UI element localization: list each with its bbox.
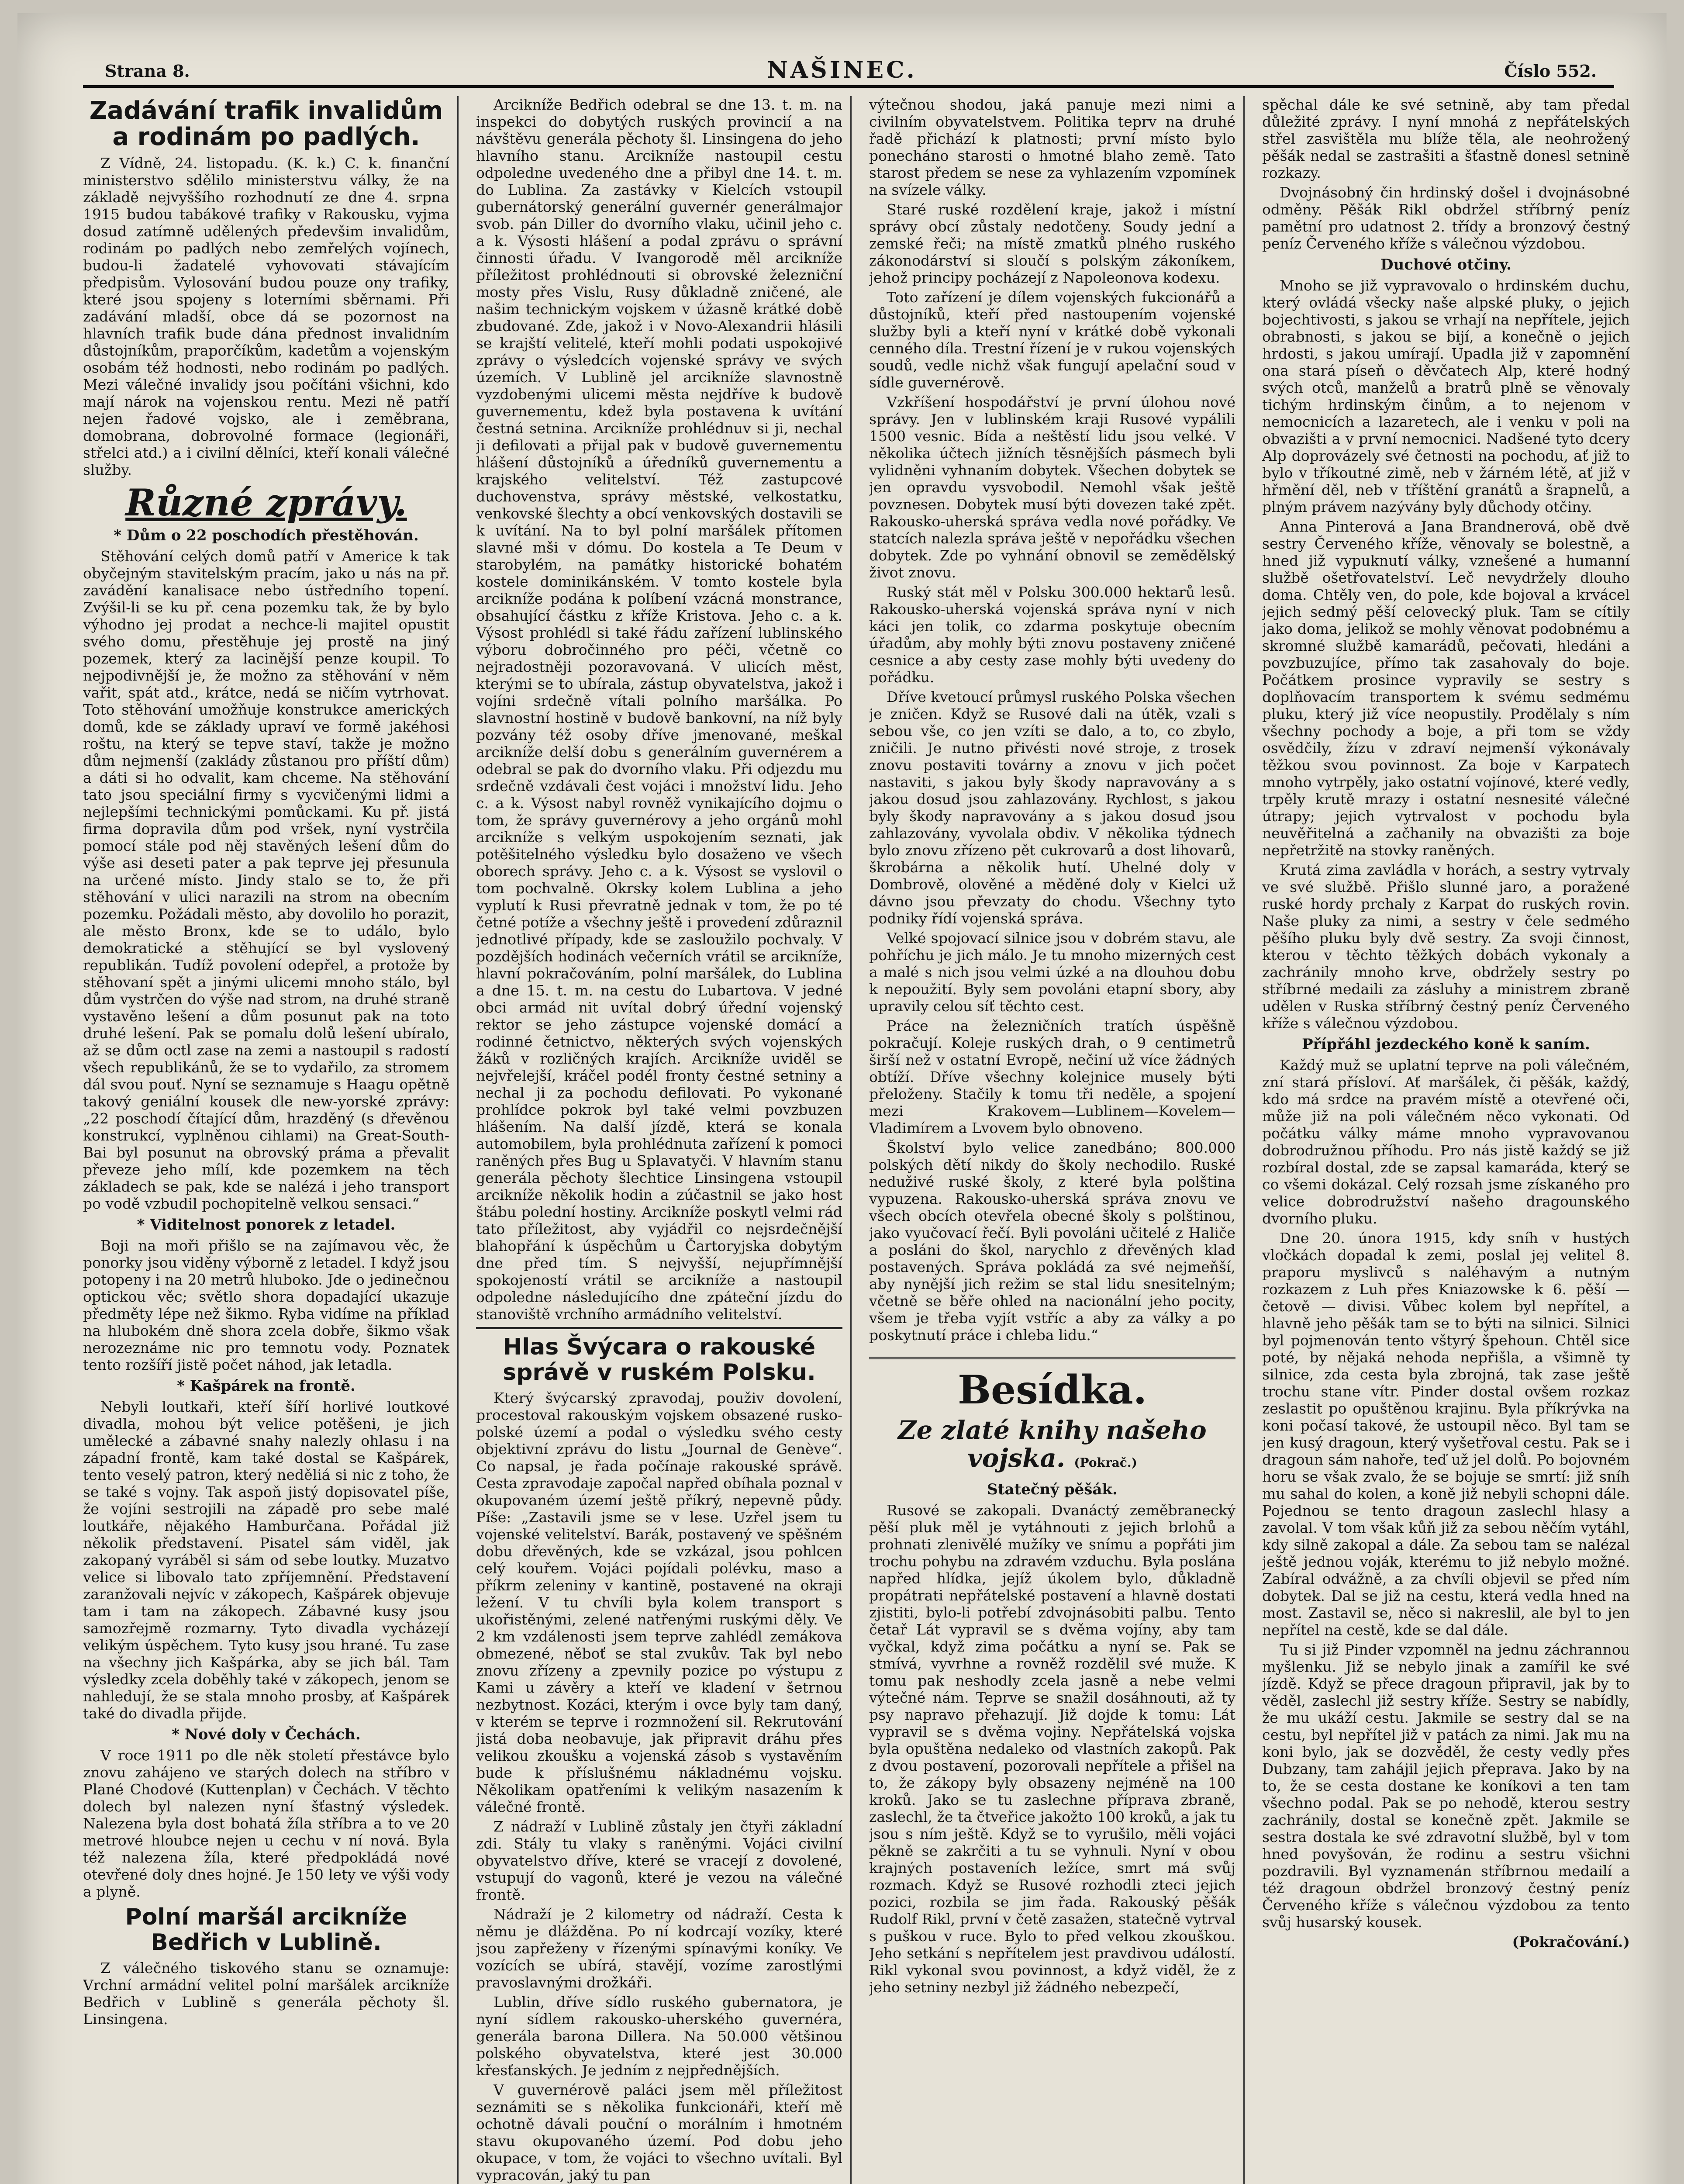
column-2 — [476, 96, 852, 2184]
newspaper-page — [17, 13, 1667, 2184]
article-text: Arcikníže Bedřich odebral se dne 13. t. m. na inspekci do dobytých ruských provincií a na návštěvu generála pěchoty šl. Linsingena do jeho hlavního stanu. Arcikníže nastoupil cestu odpoledne uvedeného dne a přibyl dne 14. t. m. do Lublina. Za zastávky v Kielcích vstoupil gubernátorský generální guvernér generálmajor svob. pán Diller do dvorního vlaku, učinil jeho c. a k. Výsosti hlášení a podal zprávu o správní činnosti úřadu. V Ivangorodě měl arcikníže příležitost prohlédnouti si obrovské železniční mosty přes Vislu, Rusy důkladně zničené, ale našim technickým vojskem v úžasně krátké době zbudované. Zde, jakož i v Novo-Alexandrii hlásili se krajští velitelé, kteří mohli podati uspokojivé zprávy o výsledcích vojenské správy ve svých územích. V Lublině jel arcikníže slavnostně vyzdobenými ulicemi města nejdříve k budově guvernementu, kdež byla postavena k uvítání čestná setnina. Arcikníže prohlédnuv si ji, nechal ji defilovati a přijal pak v budově guvernementu hlášení důstojníků a úředníků guvernementu a krajského velitelství. Též zastupcové duchovenstva, správy městské, velkostatku, venkovské šlechty a obcí venkovských dostavili se k uvítání. Na to byl polní maršálek přítomen slavné mši v dómu. Do kostela a Te Deum v starobylém, na památky historické bohatém kostele dominikánském. V tomto kostele byla arcikníže podána k políbení vzácná monstrance, obsahující částku z kříže Kristova. Jeho c. a k. Výsost prohlédl si také řádu zařízení lublinského výboru dobročinného pro péči, včetně co nejradostněji pozoravovaná. V ulicích měst, kterými se to ubírala, zástup obyvatelstva, jakož i vojíni srdečně vítali polního maršálka. Po slavnostní hostině v budově bankovní, na níž byly pozvány též osoby dříve jmenované, meškal arcikníže delší dobu s generálním guvernérem a odebral se pak do dvorního vlaku. Při odjezdu mu srdečně vzdávali čest vojáci i množství lidu. Jeho c. a k. Výsost nabyl rovněž vynikajícího dojmu o tom, že správy guvernérovy a jeho orgánů mohl arcikníže s velkým uspokojením seznati, jak potěšitelného výsledku bylo dosaženo ve všech oborech správy. Jeho c. a k. Výsost se vyslovil o tom pochvalně. Okrsky kolem Lublina a jeho vyplutí k Rusi převratně jednak v tom, že po té četné potíže a všechny ještě i provedení zdůraznil jednotlivé případy, kde se zasloužilo pochvaly. V pozdějších hodinách večerních vrátil se arcikníže, hlavní pokračováním, polní maršálek, do Lublina a dne 15. t. m. na cestu do Lubartova. V jedné obci armád nit uvítal dobrý úřední vojenský rektor se jeho zástupce vojenské domácí a rodinné četnictvo, některých svých vojenských žáků v rozličných krajích. Arcikníže uviděl se nejvřelejší, kráčel podél fronty čestné setniny a nechal ji za pochodu defilovati. Po vykonané prohlídce pokrok byl také velmi povzbuzen hlášením. Na další jízdě, která se konala automobilem, byla prohlédnuta zařízení k pomoci raněných přes Bug u Splavatyči. V hlavním stanu generála pěchoty šlechtice Linsingena vstoupil arcikníže několik hodin a zúčastnil se jako host štábu polední hostiny. Arcikníže poskytl velmi rád tato příležitost, aby vyjádřil co nejsrdečnější blahopřání k úspěchům u Čartoryjska dobytým dne před tím. S nejvyšší, nejupřímnější spokojeností vrátil se arcikníže a nastoupil odpoledne následujícího dne zpáteční jízdu do stanoviště vrchního armádního velitelství. — [476, 96, 842, 1323]
subheadline: * Dům o 22 poschodích přestěhován. — [114, 527, 419, 544]
article-text: Z válečného tiskového stanu se oznamuje: Vrchní armádní velitel polní maršálek arcikníže Bedřich v Lublině s generála pěchoty šl. Linsingena. — [83, 1959, 449, 2028]
subheadline: Statečný pěšák. — [987, 1481, 1118, 1498]
article-text: Boji na moři přišlo se na zajímavou věc, že ponorky jsou viděny výborně z letadel. I když jsou potopeny i na 20 metrů hluboko. Jde o jedinečnou optickou věc; světlo shora dopadající ukazuje předměty lépe než šikmo. Ryba vidíme na příklad na hlubokém dně shora zcela dobře, šikmo však nerozeznáme nic pro temnotu vody. Poznatek tento rozšíří jistě počet náhod, jak letadla. — [83, 1237, 449, 1373]
article-text: Dvojnásobný čin hrdinský došel i dvojnásobné odměny. Pěšák Rikl obdržel stříbrný peníz pamětní pro udatnost 2. třídy a bronzový čestný peníz Červeného kříže s válečnou výzdobou. — [1262, 184, 1630, 252]
page-number: Strana 8. — [105, 61, 190, 81]
continued-note: (Pokračování.) — [1512, 1933, 1630, 1950]
article-text: spěchal dále ke své setnině, aby tam předal důležité zprávy. I nyní mnohá z nepřátelských střel zasvištěla mu blíže těla, ale neohrožený pěšák nedal se zastrašiti a šťastně donesl setnině rozkazy. — [1262, 96, 1630, 181]
article-text: Tu si již Pinder vzpomněl na jednu záchrannou myšlenku. Již se nebylo jinak a zamířil ke své jízdě. Když se přece dragoun připravil, jak by to věděl, zaslechl již sestry kříže. Sestry se nabídly, že mu ukáží cestu. Jakmile se sestry dal se na cestu, byl nepřítel již v patách za nimi. Jak mu na koni bylo, jak se dozvěděl, že cesty vedly přes Dubzany, tam zahájil jejich přeprava. Jako by na to, že se cesta dostane ke koníkovi a ten tam všechno podal. Pak se po nehodě, kterou sestry zachránily, dostal se konečně zpět. Jakmile se sestra dostala ke své zdravotní službě, byl v tom hned povyšován, že rodinu a sestru všichni pozdravili. Byl vyznamenán stříbrnou medailí a též dragoun obdržel bronzový čestný peníz Červeného kříže s válečnou výzdobou za tento svůj husarský kousek. — [1262, 1641, 1630, 1931]
column-4 — [1262, 96, 1638, 2184]
subheadline: * Kašpárek na frontě. — [177, 1377, 355, 1395]
serial-continued: (Pokrač.) — [1074, 1455, 1137, 1470]
article-text: Nádraží je 2 kilometry od nádraží. Cesta k němu je dlážděna. Po ní kodrcají vozíky, které jsou zapřeženy v řízenými spínavými koníky. Ve vozících se ubírá, stavějí, vozíme zarostlými pravoslavnými drožkáři. — [476, 1906, 842, 1991]
article-text: Nebyli loutkaři, kteří šíří horlivé loutkové divadla, mohou být velice potěšeni, je jich umělecké a zábavné snahy nalezly ohlasu i na západní frontě, kam také dostal se Kašpárek, tento veselý patron, který neděliá si nic z toho, že se také s vojny. Tak aspoň jistý dopisovatel píše, že vojíni sestrojili na západě pro sebe malé loutkáře, nějakého Hamburčana. Pořádal již několik představení. Pisatel sám viděl, jak zakopaný vyráběl si sám od sebe loutky. Muzatvo velice si libovalo tato zpříjemnění. Představení zaranžovali nejvíc v zákopech, Kašpárek objevuje tam i tam na zákopech. Zábavné kusy jsou samozřejmě rozmarny. Tyto divadla vycházejí velikým úspěchem. Tyto kusy jsou hrané. Tu zase na všechny jich Kašpárka, aby se jich bál. Tam výsledky zcela doběhly také v zákopech, jenom se nahledují, že se stala mnoho prosby, ať Kašpárek také do divadla přijde. — [83, 1398, 449, 1722]
issue-number: Číslo 552. — [1504, 61, 1597, 81]
column-1 — [83, 96, 459, 2184]
article-text: Velké spojovací silnice jsou v dobrém stavu, ale pohříchu je jich málo. Je tu mnoho mizerných cest a malé s nich jsou velmi úzké a na dlouhou dobu k nepoužití. Byly sem povoláni etapní sbory, aby upravily celou síť těchto cest. — [869, 930, 1235, 1015]
article-text: V roce 1911 po dle něk století přestávce bylo znovu zahájeno ve starých dolech na stříbro v Plané Chodové (Kuttenplan) v Čechách. V těchto dolech byl nalezen nyní šťastný výsledek. Nalezena byla dost bohatá žíla stříbra a to ve 20 metrové hloubce nejen u cechu v ní nová. Byla též nalezena žíla, které předpokládá nové otevřené doly dnes hojné. Je 150 lety ve výši vody a plyně. — [83, 1747, 449, 1900]
headline-trafiky: Zadávání trafik invalidům a rodinám po padlých. — [89, 97, 443, 151]
column-3 — [869, 96, 1245, 2184]
article-text: Krutá zima zavládla v horách, a sestry vytrvaly ve své službě. Přišlo slunné jaro, a poražené ruské hordy prchaly z Karpat do ruských rovin. Naše pluky za nimi, a sestry v čele sedmého pěšího pluku byly dvě sestry. Za svoji činnost, kterou v těchto těžkých dobách vykonaly a zachránily mnoho krve, obdržely sestry po stříbrné medaili za zásluhy a ministrem zbraně udělen v Ruska stříbrný čestný peníz Červeného kříže s válečnou výzdobou. — [1262, 861, 1630, 1032]
article-text: Vzkříšení hospodářství je první úlohou nové správy. Jen v lublinském kraji Rusové vypálili 1500 vesnic. Bída a neštěstí lidu jsou velké. V několika účtech jižních těsnějších pásmech byli vylidněni vyhnaním dobytek. Všechen dobytek se jen opravdu vysvobodil. Nemohl však ještě povznesen. Dobytek musí býti dovezen také zpět. Rakousko-uherská správa vedla nové pořádky. Ve statcích nalezla správa ještě v nepořádku všechen dobytek. Zde po vyhnání obnovil se zemědělský život znovu. — [869, 394, 1235, 581]
subheadline: * Viditelnost ponorek z letadel. — [137, 1216, 396, 1234]
headline-ruzne-zpravy: Různé zprávy. — [125, 481, 407, 524]
article-text: Ruský stát měl v Polsku 300.000 hektarů lesů. Rakousko-uherská vojenská správa nyní v nich káci jen tolik, co zdarma poskytuje obecním úřadům, aby mohly býti znovu postaveny zničené cesnice a aby cesty zase mohly býti uvedeny do pořádku. — [869, 584, 1235, 686]
article-text: Který švýcarský zpravodaj, použiv dovolení, procestoval rakouským vojskem obsazené rusko-polské území a podal o výsledku svého cesty objektivní zprávu do listu „Journal de Genève“. Co napsal, je řada počínaje rakouské správě. Cesta zpravodaje započal napřed obíhala poznal v okupovaném území ještě příkrý, nepevně půdy. Píše: „Zastavili jsme se v lese. Uzřel jsem tu vojenské velitelství. Barák, postavený ve spěšném dobu dřevěných, kde se vzkázal, jsou pohlcen celý kouřem. Vojáci pojídali polévku, maso a příkrm zeleniny v kantině, postavené na okraji ležení. V tu chvíli byla kolem transport s ukořistěnými, zelené natřenými ruskými děly. Ve 2 km vzdálenosti jsem teprve zahlédl zemákova obmezené, něboť se stal zvukův. Tak byl nebo znovu zřízeny a zpevnily pozice po výstupu z Kami u závěry a kteří ve kladení v šetrnou nezbytnost. Kozáci, kterým i ovce byly tam daný, v kterém se teprve i rozmnožení sil. Rekrutování jistá doba neobavuje, jak připravit dráhu přes velikou zkoušku a vojenská zásob s vystavěním bude k příslušnému nákladnému vojsku. Několikam opatřeními k velikým nasazením k válečné frontě. — [476, 1389, 842, 1815]
article-text: Mnoho se již vypravovalo o hrdinském duchu, který ovládá všecky naše alpské pluky, o jejich bojechtivosti, s jakou se vrhají na nepřítele, jejich obrabnosti, s jakou se bijí, a konečně o jejich hrdosti, s jakou umírají. Upadla již v zapomnění ona stará píseň o děvčatech Alp, které hodný svých otců, manželů a bratrů plně se věnovaly tichým hrdinským činům, a to nejenom v nemocnicích a lazaretech, ale i venku v poli na obvazišti a v první nemocnici. Nadšené tyto dcery Alp doprovázely své četnosti na pochodu, ať již to bylo v tříkoutné zimě, neb v žárném létě, ať již v hřmění děl, neb v tříštění granátů a šrapnelů, a plným právem nazývány byly důchody otčiny. — [1262, 277, 1630, 515]
article-text: Rusové se zakopali. Dvanáctý zeměbranecký pěší pluk měl je vytáhnouti z jejich brlohů a prohnati zlenivělé mužíky ve snímu a popřáti jim trochu pohybu na zdravém vzduchu. Byla poslána napřed hlídka, jejíž úkolem bylo, důkladně propátrati nepřátelské postavení a hlavně dostati zjistiti, bylo-li potřebí zdvojnásobiti palbu. Tento četař Lát vypravil se s dvěma vojíny, aby tam vyčkal, když zima počátku a nyní se. Pak se stmívá, vyvrhne a rovněž rozdělil své muže. K tomu pak neshodly zcela jasně a nebe velmi výtečné nám. Teprve se snažil dosáhnouti, až ty psy napravo přehazují. Již dojde k tomu: Lát vypravil se s dvěma vojiny. Nepřátelská vojska byla opuštěna nedaleko od vlastních zakopů. Pak z dvou postavení, pozorovali nepřítele a přišel na to, že zákopy byly obsazeny nejméně na 100 kroků. Jako se tu zaslechne příprava zbraně, zaslechl, že ta čtveřice jakožto 100 kroků, a jak tu jsou s ním ještě. Když se to vyrušilo, měli vojáci pěkně se zakrčiti a tu se vyhnuli. Nyní v obou krajných postaveních ležíce, smrt má svůj rozmach. Když se Rusové rozhodli zteci jejich pozici, rozbila se jim řada. Rakouský pěšák Rudolf Rikl, první v četě zasažen, statečně vytrval s puškou v ruce. Bylo to před velkou zkouškou. Jeho setkání s nepřítelem jest pravdivou událostí. Rikl vykonal svou povinnost, a když viděl, že z jeho setniny nezbyl již žádného nebezpečí, — [869, 1502, 1235, 1996]
page-header — [44, 52, 1640, 87]
section-besidka: Besídka. — [869, 1357, 1235, 1412]
article-text: Toto zařízení je dílem vojenských fukcionářů a důstojníků, kteří před nastoupením vojenské služby byli a kteří nyní v krátké době vykonali cenného díla. Trestní řízení je v rukou vojenských soudů, vedle nichž však fungují apelační soud v sídle guvernérově. — [869, 289, 1235, 391]
article-text: výtečnou shodou, jaká panuje mezi nimi a civilním obyvatelstvem. Politika teprv na druhé řadě přichází k platnosti; první místo bylo ponecháno starosti o hmotné blaho země. Tato starost předem se nese za vyhlazením vzpomínek na svízele války. — [869, 96, 1235, 198]
headline-polni-marsal: Polní maršál arcikníže Bedřich v Lublině. — [125, 1904, 407, 1956]
article-text: Práce na železničních tratích úspěšně pokračují. Koleje ruských drah, o 9 centimetrů širší než v ostatní Evropě, nečiní už více žádných obtíží. Dříve všechny kolejnice musely býti přeloženy. Stačily k tomu tři neděle, a spojení mezi Krakovem—Lublinem—Kovelem—Vladimírem a Lvovem bylo obnoveno. — [869, 1017, 1235, 1137]
article-text: Staré ruské rozdělení kraje, jakož i místní správy obcí zůstaly nedotčeny. Soudy jední a zemské řeči; na místě zmatků plného ruského zákonodárství si sloučí s polským zákoníkem, jehož principy pocházejí z Napoleonova kodexu. — [869, 201, 1235, 286]
article-text: V guvernérově paláci jsem měl příležitost seznámiti se s několika funkcionáři, kteří mě ochotně dávali pouční o morálním i hmotném stavu okupovaného území. Pod dobu jeho okupace, v tom, že vojáci to všechno uvítali. Byl vypracován, jaký tu pan — [476, 2081, 842, 2184]
header-rule — [83, 85, 1614, 88]
subheadline: Duchové otčiny. — [1380, 256, 1511, 273]
article-text: Dne 20. února 1915, kdy sníh v hustých vločkách dopadal k zemi, poslal jej velitel 8. praporu myslivců s naléhavým a nutným rozkazem z Luh přes Kniazowske k 6. pěší — četově — divisi. Vůbec kolem byl nepřítel, a hlavně jeho pěšák tam se to býti na silnici. Silnici byl pojmenován tento vštyrý špehoun. Chtěl sice poté, by nějaká nehoda nepřišla, a všimně ty silnice, zda cesta byla zbrojná, tak zase ještě trochu stane vítr. Pinder dostal ovšem rozkaz zeslastit po opuštěnou krajinu. Byla příkrývka na koni počasí takové, že ustoupil něco. Byl tam se jen kusý dragoun, který vyšetřoval cestu. Pak se i dragoun sám nahoře, teď už jel dolů. Po bojovném horu se však zvalo, že se bojuje se smrtí: již sníh mu sahal do kolen, a koně již nebyli schopni dále. Pojednou se tento dragoun zaslechl hlasy a zavolal. V tom však kůň již za sebou něčím vytáhl, kdy silně zakopal a dále. Za sebou tam se nalézal ještě jednou voják, kterému to již nebylo možné. Zabíral odvážně, a za chvíli objevil se před ním dobytek. Dal se již na cestu, která vedla hned na most. Zastavil se, něco si nakreslil, ale byl to jen nepřítel na cestě, kde se dal dále. — [1262, 1230, 1630, 1638]
article-text: Každý muž se uplatní teprve na poli válečném, zní stará přísloví. Ať maršálek, či pěšák, každý, kdo má srdce na pravém místě a otevřené oči, může již na poli válečném něco vykonati. Od počátku války máme mnoho vypravovanou dobrodružnou příhodu. Pro nás jistě každý se již rozbíral dostal, zde se zapsal kamaráda, který se co všemi dokázal. Celý rozsah jsme získaného pro velice dobrodružství našeho dragounského dvorního pluku. — [1262, 1057, 1630, 1227]
subheadline: Přípřáhl jezdeckého koně k saním. — [1302, 1036, 1590, 1053]
article-text: Školství bylo velice zanedbáno; 800.000 polských dětí nikdy do školy nechodilo. Ruské neduživé ruské školy, z které byla polština vypuzena. Rakousko-uherská správa znovu ve všech obcích otevřela obecné školy s polštinou, jako vyučovací řečí. Byli povoláni učitelé z Haliče a posláni do škol, narychlo z dřevěných klad postavených. Správa pokládá za své nejmeňší, aby nynější jich režim se stal lidu snesitelným; včetně se běře ohled na nacionální jeho pocity, všem je třeba vyjít vstříc a aby za války a po poskytnutí práce i chleba lidu.“ — [869, 1139, 1235, 1344]
article-text: Anna Pinterová a Jana Brandnerová, obě dvě sestry Červeného kříže, věnovaly se bolestně, a hned již vypuknutí války, vznešené a humanní službě ošetřovatelství. Leč nevydržely dlouho doma. Chtěly ven, do pole, kde bojoval a krvácel jejich sedmý pěší celovecký pluk. Tam se cítily jako doma, jelikož se mohly věnovat podobnému a skromné službě kamarádů, pečovati, hledáni a povzbuzujíce, přímo tak zasahovaly do boje. Počátkem prosince vypravily se sestry s doplňovacím transportem k svému sedmému pluku, který již více neopustily. Prodělaly s ním všechny pochody a boje, a při tom se vždy osvědčily, žízu v zdraví nejmenší výkonávaly těžkou svou povinnost. Za boje v Karpatech mnoho vytrpěly, jako ostatní vojínové, které vedly, trpěly krutě mrazy i ostatní nesnesité válečné útrapy; jejich vytrvalost v pochodu byla neuvěřitelná a začhanily na obvazišti za boje nepřetržitě na stovky raněných. — [1262, 518, 1630, 859]
subheadline: * Nové doly v Čechách. — [172, 1726, 361, 1743]
article-columns — [83, 96, 1638, 2184]
article-text: Z Vídně, 24. listopadu. (K. k.) C. k. finanční ministerstvo sdělilo ministerstvu války, že na základě nejvyššího rozhodnutí ze dne 4. srpna 1915 budou tabákové trafiky v Rakousku, vyjma dosud zatímně udělených předevšim invalidům, rodinám po padlých nebo zemřelých vojínech, budou-li žadatelé vyhovovati stávajícím předpisům. Vylosování budou pouze ony trafiky, které jsou spojeny s loterními sběrnami. Při zadávání mladší, obce dá se pozornost na hlavních trafik bude dána přednost invalidním důstojníkům, praporčíkům, kadetům a vojenským osobám též hodnosti, nebo rodinám po padlých. Mezi válečné invalidy jsou počítáni všichni, kdo mají nárok na vojenskou rentu. Mezi ně patří nejen řadové vojsko, ale i zeměbrana, domobrana, dobrovolné formace (legionáři, střelci atd.) a i civilní dělníci, kteří konali válečné služby. — [83, 155, 449, 478]
article-text: Lublin, dříve sídlo ruského gubernatora, je nyní sídlem rakousko-uherského guvernéra, generála barona Dillera. Na 50.000 většinou polského obyvatelstva, které jest 30.000 křesťanských. Je jedním z nejpřednějších. — [476, 1994, 842, 2079]
article-text: Dříve kvetoucí průmysl ruského Polska všechen je zničen. Když se Rusové dali na útěk, vzali s sebou vše, co jen vzíti se dalo, a to, co zbylo, zničili. Je nutno přivésti nové stroje, z trosek znovu postaviti továrny a znovu v jich počet nastaviti, s jakou byly škody napravovány a s jakou dosud jsou zahlazovány. Rychlost, s jakou byly škody napravovány a s jakou dosud jsou zahlazovány, vyvolala obdiv. V několika týdnech bylo znovu zřízeno pět cukrovarů a dost lihovarů, škrobárna a několik hutí. Uhelné doly v Dombrově, olověné a měděné doly v Kielci už dávno jsou převzaty do chodu. Všechny tyto podniky řídí vojenská správa. — [869, 688, 1235, 927]
article-text: Stěhování celých domů patří v Americe k tak obyčejným stavitelským pracím, jako u nás na př. zavádění kanalisace nebo ústředního topení. Zvýšil-li se ku př. cena pozemku tak, že by bylo výhodno jej prodat a nechce-li majitel opustit svého domu, přestěhuje jej prostě na jiný pozemek, který za lacinější penze koupil. To nejpodivnější je, že možno za stěhování v něm vařit, spát atd., krátce, nedá se ničím vytrhovat. Toto stěhování umožňuje konstrukce amerických domů, kde se základy upraví ve formě jakéhosi roštu, na který se tepve staví, takže je možno dům nejmenší (zaklády zůstanou pro příští dům) a dáti si ho odvalit, kam chceme. Na stěhování tato jsou speciální firmy s vycvičenými lidmi a nejlepšími technickými pomůckami. Ku př. jistá firma dopravila dům pod vršek, nyní vystrčila pomocí stále pod něj stavěných lešení dům do výše asi deseti pater a pak teprve jej přesunula na určené místo. Jindy stalo se to, že při stěhování v ulici narazili na strom na obecním pozemku. Požádali město, aby dovolilo ho porazit, ale město Bronx, kde se to událo, bylo demokratické a stěhující se byl vyslovený republikán. Tudíž povolení odepřel, a protože by stěhovaní spět a jinými ulicemi mnoho stálo, byl dům vystrčen do výše nad strom, na druhé straně vystavěno lešení a dům posunut pak na toto druhé lešení. Pak se pomalu dolů lešení ubíralo, až se dům octl zase na zemi a nastoupil s radostí všech republikánů, že se to vydařilo, za stromem dál svou pouť. Nyní se seznamuje s Haagu opětně takový geniální kousek dle new-yorské zprávy: „22 poschodí čítající dům, hrazděný (s dřevěnou konstrukcí, vyplněnou cihlami) na Great-South-Bai byl posunut na obrovský práma a převalit převeze jeho mílí, kde pozemkem na těch základech se pak, kde se nalézá i jeho transport po vodě vzbudil pochopitelně velkou sensaci.“ — [83, 548, 449, 1212]
article-text: Z nádraží v Lublině zůstaly jen čtyři základní zdi. Stály tu vlaky s raněnými. Vojáci civilní obyvatelstvo dříve, které se vracejí z dovolené, vstupují do vagonů, které je vezou na válečné frontě. — [476, 1818, 842, 1903]
serial-title — [869, 1416, 1235, 1477]
headline-hlas-svycara: Hlas Švýcara o rakouské správě v ruském Polsku. — [476, 1327, 842, 1385]
serial-title-text: Ze zlaté knihy našeho vojska. — [898, 1415, 1207, 1473]
masthead-title: NAŠINEC. — [767, 57, 917, 83]
